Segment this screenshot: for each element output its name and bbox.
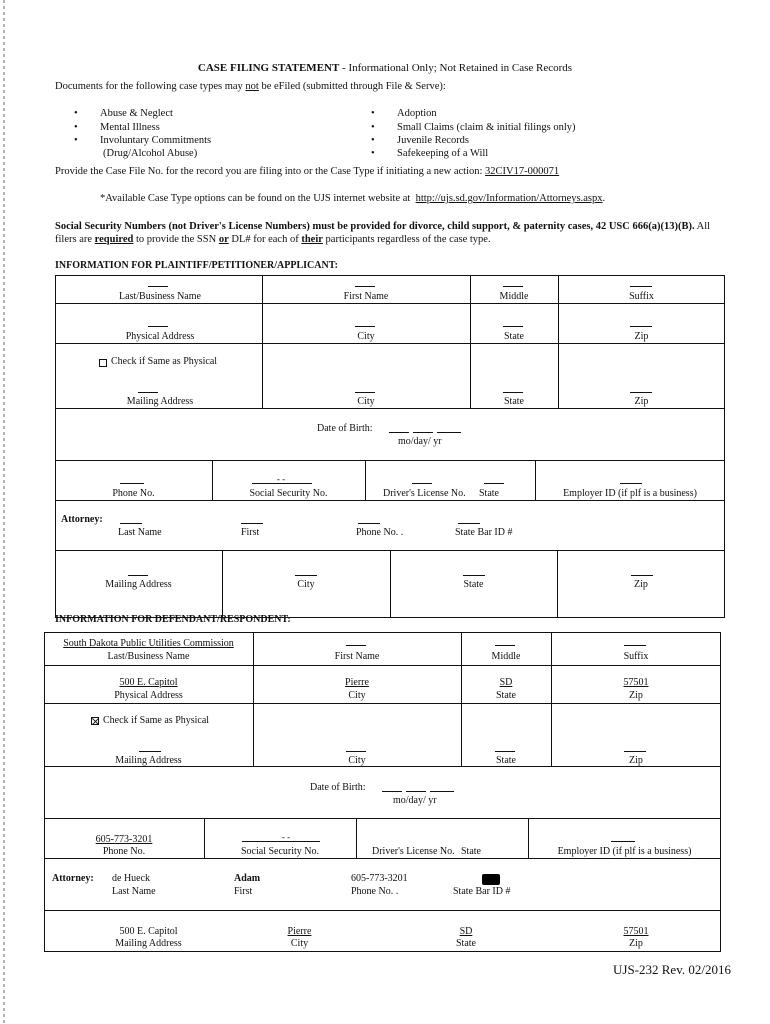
plaintiff-mailing-address-field[interactable]: Mailing Address: [126, 396, 194, 407]
plaintiff-dl-field[interactable]: Driver's License No.: [383, 488, 466, 499]
efile-intro: Documents for the following case types may not be eFiled (submitted through File & Serve):: [55, 81, 446, 92]
defendant-name-value[interactable]: South Dakota Public Utilities Commission: [63, 638, 234, 649]
plaintiff-mailing-state-field[interactable]: State: [504, 396, 524, 407]
defendant-employer-id-field[interactable]: Employer ID (if plf is a business): [557, 846, 692, 857]
plaintiff-same-as-physical-checkbox[interactable]: [99, 359, 107, 367]
defendant-physical-zip-label: Zip: [629, 690, 643, 701]
defendant-last-name-label: Last/Business Name: [107, 651, 190, 662]
defendant-ssn-dashes: - -: [281, 832, 291, 842]
defendant-attorney-last-value[interactable]: de Hueck: [112, 873, 151, 884]
plaintiff-attorney-zip-field[interactable]: Zip: [634, 579, 648, 590]
defendant-mailing-address-field[interactable]: Mailing Address: [115, 755, 182, 766]
plaintiff-dob-field[interactable]: mo/day/ yr: [398, 436, 442, 447]
plaintiff-dob-label: Date of Birth:: [317, 423, 373, 434]
defendant-attorney-bar-id-label: State Bar ID #: [453, 886, 511, 897]
plaintiff-attorney-last-field[interactable]: Last Name: [118, 527, 162, 538]
plaintiff-ssn-dashes: - -: [276, 474, 286, 484]
defendant-same-as-physical-checkbox[interactable]: [91, 717, 99, 725]
case-type-right-2: • Small Claims (claim & initial filings only): [397, 122, 576, 133]
defendant-physical-city-label: City: [348, 690, 366, 701]
defendant-attorney-city-label: City: [290, 938, 309, 949]
ssn-notice-line2: filers are required to provide the SSN or DL# for each of their participants regardless of the case type.: [55, 234, 491, 245]
page-title: CASE FILING STATEMENT - Informational Only; Not Retained in Case Records: [197, 62, 573, 74]
defendant-attorney-zip-value[interactable]: 57501: [623, 926, 649, 937]
defendant-attorney-state-value[interactable]: SD: [459, 926, 473, 937]
plaintiff-dl-state-field[interactable]: State: [479, 488, 499, 499]
plaintiff-attorney-first-field[interactable]: First: [241, 527, 260, 538]
plaintiff-middle-field[interactable]: Middle: [499, 291, 529, 302]
plaintiff-ssn-field[interactable]: Social Security No.: [249, 488, 328, 499]
scan-edge: [3, 0, 5, 1024]
defendant-physical-address-value[interactable]: 500 E. Capitol: [119, 677, 178, 688]
defendant-mailing-city-field[interactable]: City: [348, 755, 366, 766]
defendant-heading: INFORMATION FOR DEFENDANT/RESPONDENT:: [55, 614, 291, 625]
plaintiff-first-name-field[interactable]: First Name: [343, 291, 389, 302]
defendant-physical-state-value[interactable]: SD: [499, 677, 513, 688]
case-file-number[interactable]: 32CIV17-000071: [485, 166, 560, 177]
defendant-dl-state-field[interactable]: State: [461, 846, 481, 857]
defendant-phone-label: Phone No.: [102, 846, 146, 857]
ssn-notice-line1: Social Security Numbers (not Driver's License Numbers) must be provided for divorce, child support, & paternity cases, 42 USC 666(a)(13)(B). All: [55, 221, 711, 232]
plaintiff-physical-address-field[interactable]: Physical Address: [125, 331, 195, 342]
plaintiff-mailing-city-field[interactable]: City: [357, 396, 375, 407]
ujs-website-link[interactable]: http://ujs.sd.gov/Information/Attorneys.aspx: [415, 193, 603, 204]
defendant-physical-state-label: State: [496, 690, 516, 701]
case-type-left-3: • Involuntary Commitments: [100, 135, 211, 146]
plaintiff-attorney-bar-id-field[interactable]: State Bar ID #: [455, 527, 513, 538]
plaintiff-suffix-field[interactable]: Suffix: [629, 291, 654, 302]
defendant-attorney-phone-label: Phone No. .: [351, 886, 399, 897]
defendant-phone-value[interactable]: 605-773-3201: [95, 834, 153, 845]
defendant-suffix-field[interactable]: Suffix: [623, 651, 649, 662]
case-file-line: Provide the Case File No. for the record you are filing into or the Case Type if initiating a new action: 32CIV17-000071: [55, 166, 560, 177]
defendant-mailing-zip-field[interactable]: Zip: [629, 755, 643, 766]
defendant-attorney-state-label: State: [456, 938, 476, 949]
plaintiff-attorney-label: Attorney:: [61, 514, 103, 525]
defendant-attorney-zip-label: Zip: [629, 938, 643, 949]
redacted-bar-id: [482, 874, 500, 885]
plaintiff-attorney-phone-field[interactable]: Phone No. .: [356, 527, 404, 538]
plaintiff-physical-state-field[interactable]: State: [504, 331, 524, 342]
plaintiff-physical-zip-field[interactable]: Zip: [634, 331, 649, 342]
defendant-attorney-city-value[interactable]: Pierre: [287, 926, 312, 937]
defendant-attorney-phone-value[interactable]: 605-773-3201: [351, 873, 408, 884]
defendant-attorney-first-label: First: [234, 886, 253, 897]
defendant-same-as-physical-label: Check if Same as Physical: [103, 715, 210, 726]
defendant-physical-address-label: Physical Address: [114, 690, 183, 701]
plaintiff-phone-field[interactable]: Phone No.: [112, 488, 155, 499]
case-type-left-3-note: (Drug/Alcohol Abuse): [103, 148, 198, 159]
defendant-middle-field[interactable]: Middle: [491, 651, 521, 662]
plaintiff-heading: INFORMATION FOR PLAINTIFF/PETITIONER/APPLICANT:: [55, 260, 338, 271]
defendant-attorney-mailing-label: Mailing Address: [115, 938, 182, 949]
case-type-right-1: • Adoption: [397, 108, 437, 119]
plaintiff-attorney-state-field[interactable]: State: [463, 579, 484, 590]
plaintiff-employer-id-field[interactable]: Employer ID (if plf is a business): [563, 488, 697, 499]
plaintiff-attorney-city-field[interactable]: City: [297, 579, 315, 590]
defendant-attorney-last-label: Last Name: [112, 886, 156, 897]
defendant-dob-field[interactable]: mo/day/ yr: [393, 795, 437, 806]
defendant-dob-label: Date of Birth:: [310, 782, 366, 793]
defendant-dl-field[interactable]: Driver's License No.: [372, 846, 455, 857]
case-type-right-3: • Juvenile Records: [397, 135, 469, 146]
case-type-right-4: • Safekeeping of a Will: [397, 148, 488, 159]
defendant-physical-city-value[interactable]: Pierre: [345, 677, 369, 688]
case-type-left-2: • Mental Illness: [100, 122, 160, 133]
defendant-physical-zip-value[interactable]: 57501: [623, 677, 649, 688]
defendant-first-name-field[interactable]: First Name: [334, 651, 380, 662]
plaintiff-mailing-zip-field[interactable]: Zip: [634, 396, 649, 407]
form-id: UJS-232 Rev. 02/2016: [613, 962, 731, 977]
defendant-attorney-first-value[interactable]: Adam: [234, 873, 261, 884]
plaintiff-last-name-field[interactable]: Last/Business Name: [119, 291, 201, 302]
defendant-attorney-mailing-value[interactable]: 500 E. Capitol: [119, 926, 178, 937]
defendant-ssn-field[interactable]: Social Security No.: [240, 846, 320, 857]
available-case-types: *Available Case Type options can be found on the UJS internet website at http://ujs.sd.gov/Information/Attorneys.aspx.: [100, 193, 606, 204]
plaintiff-same-as-physical-label: Check if Same as Physical: [111, 356, 218, 367]
plaintiff-attorney-mailing-field[interactable]: Mailing Address: [105, 579, 172, 590]
plaintiff-physical-city-field[interactable]: City: [357, 331, 375, 342]
defendant-attorney-label: Attorney:: [52, 873, 94, 884]
case-type-left-1: • Abuse & Neglect: [100, 108, 173, 119]
defendant-mailing-state-field[interactable]: State: [496, 755, 516, 766]
